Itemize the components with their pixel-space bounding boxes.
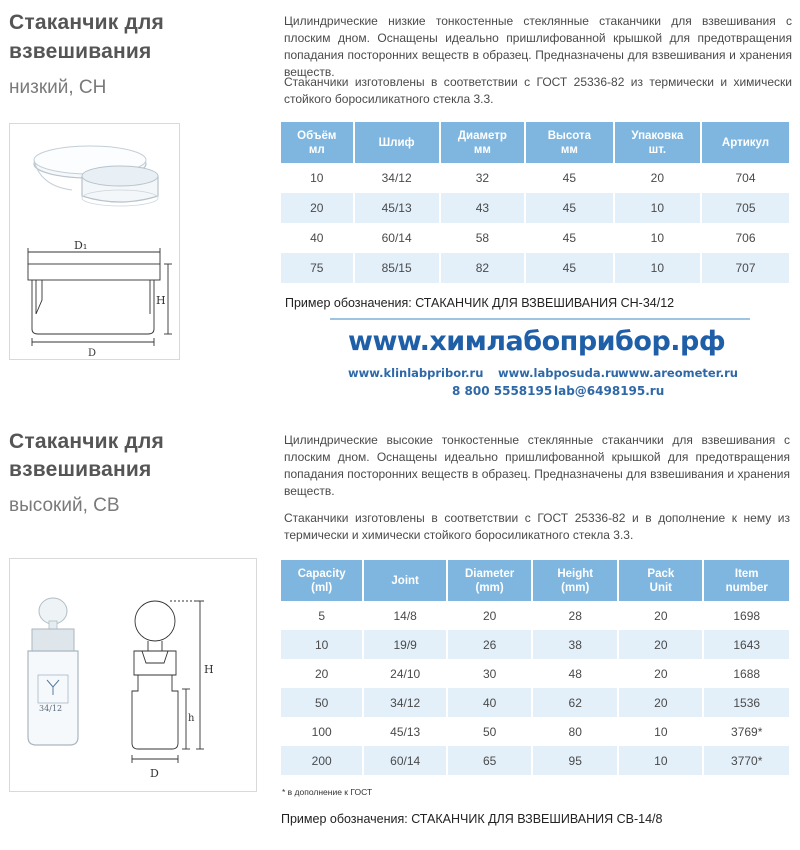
table-cell: 65	[446, 746, 531, 775]
table-cell: 706	[700, 223, 789, 253]
table-cell: 707	[700, 253, 789, 283]
product-image-high	[9, 558, 257, 792]
table-cell: 20	[446, 601, 531, 630]
promo-banner	[330, 318, 750, 402]
table-row	[281, 688, 789, 717]
table-cell: 50	[446, 717, 531, 746]
table-cell: 45	[524, 193, 613, 223]
table-cell: 45	[524, 223, 613, 253]
section-high-subtitle: высокий, СВ	[9, 495, 120, 516]
section-high-footnote: * в дополнение к ГОСТ	[282, 787, 373, 797]
section-low-title-line1: Стаканчик для	[9, 11, 164, 34]
table-cell: 1643	[702, 630, 789, 659]
table-row	[281, 630, 789, 659]
table-cell: 10	[281, 630, 362, 659]
table-cell: 45/13	[353, 193, 439, 223]
weighing-bottle-low-drawing	[10, 124, 179, 359]
table-row	[281, 163, 789, 193]
table-cell: 58	[439, 223, 524, 253]
product-image-low	[9, 123, 180, 360]
table-cell: 5	[281, 601, 362, 630]
table-cell: 32	[439, 163, 524, 193]
section-high-paragraph1: Цилиндрические высокие тонкостенные стеклянные стаканчики для взвешивания с плоским дном. Оснащены идеально пришлифованной крышкой для предотвращения попадания посторонних веществ в образец. Предназначены для взвешивания и хранения веществ.	[284, 433, 790, 498]
table-cell: 20	[617, 630, 702, 659]
table-row	[281, 601, 789, 630]
table-cell: 10	[613, 193, 700, 223]
table-cell: 10	[281, 163, 353, 193]
banner-site-1[interactable]: www.klinlabpribor.ru	[348, 366, 484, 380]
table-cell: 10	[613, 223, 700, 253]
table-cell: 48	[531, 659, 617, 688]
section-high-example: Пример обозначения: СТАКАНЧИК ДЛЯ ВЗВЕШИВАНИЯ СВ-14/8	[281, 812, 663, 826]
header-cell: Pack Unit	[617, 560, 702, 601]
table-cell: 60/14	[353, 223, 439, 253]
table-cell: 95	[531, 746, 617, 775]
label-h-big: H	[204, 663, 214, 676]
weighing-bottle-high-drawing	[10, 559, 256, 791]
section-high-title-line2: взвешивания	[9, 458, 152, 481]
table-cell: 10	[617, 717, 702, 746]
table-cell: 20	[281, 659, 362, 688]
section-high-title-line1: Стаканчик для	[9, 430, 164, 453]
table-cell: 30	[446, 659, 531, 688]
table-row	[281, 746, 789, 775]
section-low-paragraph1: Цилиндрические низкие тонкостенные стеклянные стаканчики для взвешивания с плоским дном. Оснащены идеально пришлифованной крышкой для предотвращения попадания посторонних веществ в образец. Предназначены для взвешивания и хранения веществ.	[284, 14, 792, 79]
table-row	[281, 717, 789, 746]
table-cell: 50	[281, 688, 362, 717]
table-cell: 1536	[702, 688, 789, 717]
section-low-paragraph2: Стаканчики изготовлены в соответствии с ГОСТ 25336-82 из термически и химически стойкого боросиликатного стекла 3.3.	[284, 75, 792, 106]
table-cell: 1688	[702, 659, 789, 688]
table-cell: 200	[281, 746, 362, 775]
table-cell: 3770*	[702, 746, 789, 775]
table-header-row	[281, 560, 789, 601]
table-cell: 100	[281, 717, 362, 746]
jar-mark: 34/12	[39, 704, 63, 713]
section-low-title-line2: взвешивания	[9, 40, 152, 63]
table-cell: 10	[613, 253, 700, 283]
header-cell: Артикул	[700, 122, 789, 163]
table-cell: 26	[446, 630, 531, 659]
table-row	[281, 223, 789, 253]
header-cell: Упаковка шт.	[613, 122, 700, 163]
table-row	[281, 659, 789, 688]
section-high-paragraph2: Стаканчики изготовлены в соответствии с ГОСТ 25336-82 и в дополнение к нему из термически и химически стойкого боросиликатного стекла 3.3.	[284, 511, 790, 542]
table-cell: 75	[281, 253, 353, 283]
table-cell: 10	[617, 746, 702, 775]
section-low-subtitle: низкий, СН	[9, 77, 107, 98]
table-cell: 82	[439, 253, 524, 283]
table-cell: 19/9	[362, 630, 446, 659]
table-cell: 43	[439, 193, 524, 223]
table-cell: 20	[617, 688, 702, 717]
header-cell: Шлиф	[353, 122, 439, 163]
label-d: D	[88, 348, 97, 359]
table-row	[281, 193, 789, 223]
table-cell: 705	[700, 193, 789, 223]
banner-site-2[interactable]: www.labposuda.ru	[498, 366, 619, 380]
table-header-row	[281, 122, 789, 163]
section-low-example: Пример обозначения: СТАКАНЧИК ДЛЯ ВЗВЕШИВАНИЯ СН-34/12	[285, 296, 675, 310]
table-cell: 40	[446, 688, 531, 717]
header-cell: Joint	[362, 560, 446, 601]
banner-divider	[330, 318, 750, 320]
table-cell: 45	[524, 253, 613, 283]
table-cell: 14/8	[362, 601, 446, 630]
table-cell: 40	[281, 223, 353, 253]
header-cell: Диаметр мм	[439, 122, 524, 163]
table-cell: 1698	[702, 601, 789, 630]
table-cell: 34/12	[353, 163, 439, 193]
table-cell: 3769*	[702, 717, 789, 746]
table-cell: 45/13	[362, 717, 446, 746]
header-cell: Высота мм	[524, 122, 613, 163]
table-cell: 34/12	[362, 688, 446, 717]
table-cell: 45	[524, 163, 613, 193]
header-cell: Diameter (mm)	[446, 560, 531, 601]
table-cell: 20	[617, 601, 702, 630]
table-cell: 60/14	[362, 746, 446, 775]
label-d: D	[150, 767, 159, 780]
spec-table-high	[281, 560, 789, 775]
table-cell: 80	[531, 717, 617, 746]
spec-table-low	[281, 122, 789, 283]
table-cell: 20	[617, 659, 702, 688]
table-cell: 24/10	[362, 659, 446, 688]
table-cell: 20	[613, 163, 700, 193]
table-cell: 20	[281, 193, 353, 223]
banner-site-3[interactable]: www.areometer.ru	[618, 366, 738, 380]
banner-main-url[interactable]: www.химлабоприбор.рф	[348, 326, 726, 357]
header-cell: Height (mm)	[531, 560, 617, 601]
label-d1: D₁	[74, 239, 88, 252]
table-cell: 38	[531, 630, 617, 659]
label-h: H	[156, 294, 166, 307]
label-h-small: h	[188, 713, 195, 724]
banner-phone: 8 800 5558195	[452, 384, 553, 398]
table-cell: 85/15	[353, 253, 439, 283]
table-cell: 62	[531, 688, 617, 717]
header-cell: Capacity (ml)	[281, 560, 362, 601]
table-row	[281, 253, 789, 283]
header-cell: Объём мл	[281, 122, 353, 163]
header-cell: Item number	[702, 560, 789, 601]
table-cell: 704	[700, 163, 789, 193]
table-cell: 28	[531, 601, 617, 630]
banner-email[interactable]: lab@6498195.ru	[554, 384, 665, 398]
